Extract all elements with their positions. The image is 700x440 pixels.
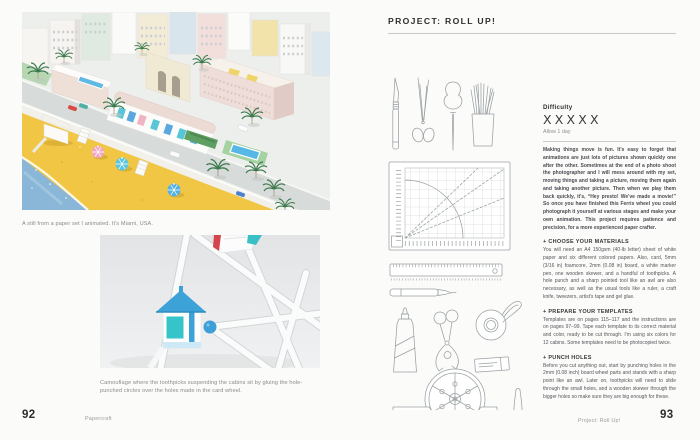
difficulty-rating: XXXXX bbox=[543, 112, 602, 127]
wheel-template-envelope-icon bbox=[393, 369, 497, 410]
marker-pen-icon bbox=[390, 289, 456, 296]
miami-scene-art bbox=[22, 12, 330, 210]
project-title: PROJECT: ROLL UP! bbox=[388, 16, 497, 26]
body-rule bbox=[543, 141, 676, 142]
ferris-wheel-art bbox=[100, 235, 320, 368]
page-number: 92 bbox=[22, 409, 36, 421]
figure-caption: A still from a paper set I animated. It's Miami, USA. bbox=[22, 220, 154, 227]
eraser-icon bbox=[475, 357, 510, 372]
section-body-punch-holes: Before you cut anything out, start by punching holes in the 2mm (0.08 inch) board wheel parts and stands with a sharp point like an awl. Later on, toothpicks will need to slide through the small holes, and a wooden skewer through the bigger holes so make sure they are big enough for these. bbox=[543, 362, 676, 400]
page-right bbox=[350, 0, 700, 440]
craft-knife-icon bbox=[393, 78, 399, 149]
tweezers-icon bbox=[513, 389, 522, 411]
section-body-templates: Templates are on pages 115–117 and the instructions are on pages 97–99. Tape each template to its correct material and color, ready to be cut through. I'm using six colors for 12 cabins. Some templates need to be photocopied twice. bbox=[543, 316, 676, 346]
miami-paper-set-photo bbox=[22, 12, 330, 210]
awl-icon bbox=[444, 82, 462, 150]
hole-punch-icon bbox=[434, 310, 458, 371]
figure-caption: Camouflage where the toothpicks suspending the cabins sit by gluing the hole-punched circles over the holes made in the card wheel. bbox=[100, 379, 303, 395]
section-heading-materials: + CHOOSE YOUR MATERIALS bbox=[543, 239, 629, 246]
section-heading-templates: + PREPARE YOUR TEMPLATES bbox=[543, 308, 633, 315]
intro-paragraph: Making things move is fun. It's easy to forget that animations are just lots of pictures shown quickly one after the other. Sometimes at the end of a photo shoot the photographer and I will mess around with my set, moving things and taking a picture, moving them again and taking another picture. Then when we play them back quickly, it's, “Hey presto! We've made a movie!” So once you have finished this Ferris wheel you could photograph it yourself at various stages and make your own animation. This project requires patience and precision, for a more experienced paper crafter. bbox=[543, 147, 676, 231]
title-rule bbox=[388, 33, 676, 34]
ferris-wheel-photo bbox=[100, 235, 320, 368]
tape-roll-icon bbox=[476, 301, 521, 340]
section-body-materials: You will need an A4 150gsm (40-lb letter) sheet of white paper and six different colored papers. Also, card, 5mm (3/16 in) foamcore, 2mm (0.08 in) board, a white marker pen, one wooden skewer, and a handful of toothpicks. A hole punch and a sharp pointed tool like an awl are also necessary, as well as the usual tools like a ruler, a craft knife, tweezers, artist's tape and gel glue. bbox=[543, 247, 676, 300]
section-heading-punch-holes: + PUNCH HOLES bbox=[543, 354, 592, 361]
glue-bottle-icon bbox=[394, 308, 417, 372]
difficulty-label: Difficulty bbox=[543, 104, 573, 111]
ruler-icon bbox=[390, 264, 502, 280]
tools-illustration bbox=[383, 58, 535, 410]
cutting-mat-icon bbox=[389, 162, 510, 250]
project-text-column bbox=[543, 104, 676, 401]
running-foot: Project: Roll Up! bbox=[578, 418, 621, 424]
running-head: Papercraft bbox=[85, 416, 112, 422]
duration-note: Allow 1 day bbox=[543, 129, 571, 135]
scissors-icon bbox=[411, 78, 435, 143]
toothpicks-icon bbox=[471, 83, 494, 146]
page-number: 93 bbox=[660, 409, 674, 421]
